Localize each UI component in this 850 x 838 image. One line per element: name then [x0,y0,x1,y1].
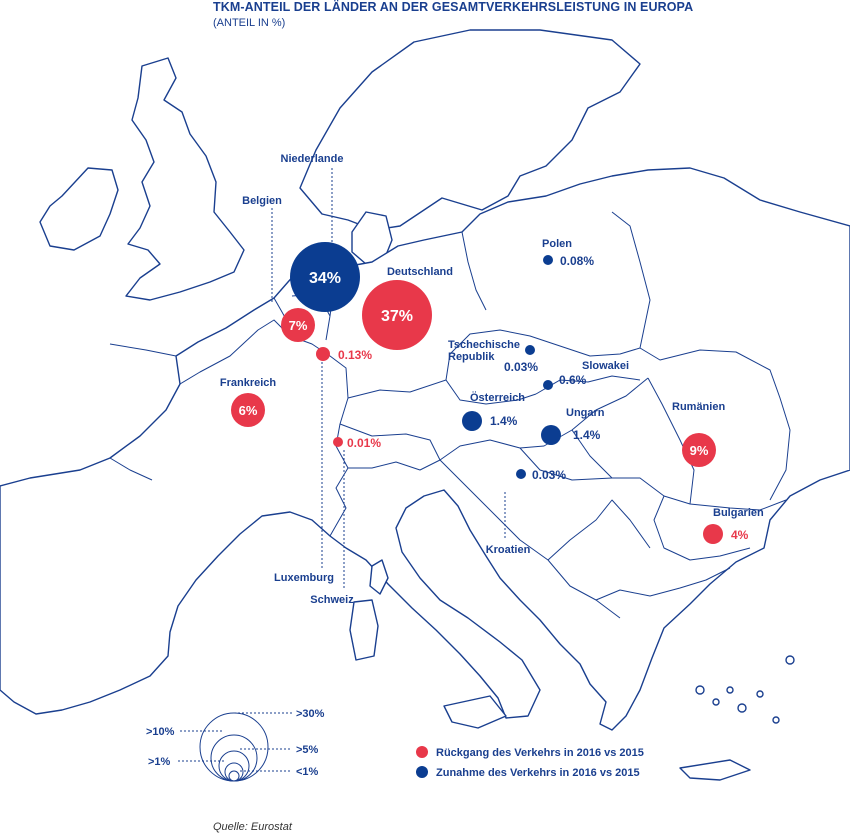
mainland-shape [0,168,850,730]
label-frankreich: Frankreich [219,377,277,389]
value-niederlande: 34% [308,270,342,287]
bubble-kroatien [516,469,526,479]
bubble-slowakei [543,380,553,390]
value-deutschland: 37% [380,308,414,325]
label-niederlande: Niederlande [280,153,344,165]
size-label-lt1: <1% [296,766,319,778]
size-circle-gt10 [211,735,257,781]
bubble-bulgarien [703,524,723,544]
bubble-oesterreich [462,411,482,431]
great-britain-shape [126,58,244,300]
label-oesterreich: Österreich [470,392,526,404]
label-rumaenien: Rumänien [672,401,726,413]
bubble-tschechien [525,345,535,355]
value-rumaenien: 9% [689,443,709,458]
value-schweiz: 0.01% [347,436,382,450]
trend-legend [416,746,644,779]
label-deutschland: Deutschland [386,266,454,278]
size-circle-gt1 [225,763,243,781]
legend-increase-dot [416,766,428,778]
size-label-gt30: >30% [296,708,325,720]
value-belgien: 7% [288,318,308,333]
size-legend [146,708,325,781]
legend-increase-label: Zunahme des Verkehrs in 2016 vs 2015 [436,767,640,779]
value-ungarn: 1.4% [573,428,601,442]
bubble-ungarn [541,425,561,445]
label-ungarn: Ungarn [566,407,605,419]
legend-decrease-dot [416,746,428,758]
size-label-gt1: >1% [148,756,171,768]
legend-decrease-label: Rückgang des Verkehrs in 2016 vs 2015 [436,747,644,759]
label-tschechien-line2: Republik [448,351,495,363]
bubble-schweiz [333,437,343,447]
value-luxemburg: 0.13% [338,348,373,362]
value-bulgarien: 4% [731,528,749,542]
label-schweiz: Schweiz [310,594,354,606]
sicily-shape [444,696,506,728]
bubble-polen [543,255,553,265]
sardinia-shape [350,600,378,660]
value-frankreich: 6% [238,403,258,418]
label-luxemburg: Luxemburg [274,572,334,584]
greek-islands [680,656,794,780]
label-belgien: Belgien [242,195,282,207]
label-polen: Polen [542,238,572,250]
value-slowakei: 0.6% [559,373,587,387]
label-kroatien: Kroatien [485,544,531,556]
map-title: TKM-ANTEIL DER LÄNDER AN DER GESAMTVERKEHRSLEISTUNG IN EUROPA [213,0,694,14]
value-oesterreich: 1.4% [490,414,518,428]
source-note: Quelle: Eurostat [213,821,292,833]
size-circle-gt5 [219,751,249,781]
ireland-shape [40,168,118,250]
value-tschechien: 0.03% [504,360,539,374]
value-kroatien: 0.03% [532,468,567,482]
label-slowakei: Slowakei [582,360,630,372]
size-label-gt10: >10% [146,726,175,738]
label-bulgarien: Bulgarien [713,507,764,519]
map-subtitle: (ANTEIL IN %) [213,17,286,29]
bubble-luxemburg [316,347,330,361]
size-label-gt5: >5% [296,744,319,756]
value-polen: 0.08% [560,254,595,268]
label-tschechien-line1: Tschechische [448,339,520,351]
size-circle-lt1 [229,771,239,781]
